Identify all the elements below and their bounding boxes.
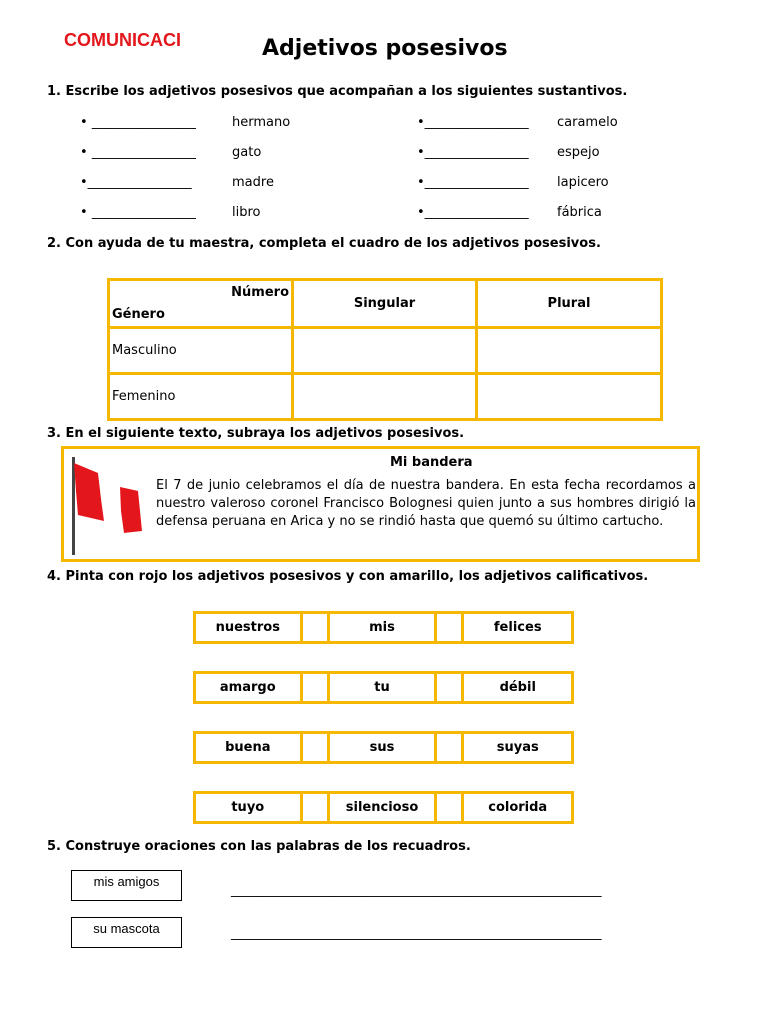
blank-right-2[interactable]: •________________: [417, 145, 529, 160]
noun-right-4: fábrica: [557, 205, 602, 220]
noun-left-1: hermano: [232, 115, 291, 130]
section2-instruction: 2. Con ayuda de tu maestra, completa el cuadro de los adjetivos posesivos.: [47, 236, 601, 251]
section3-instruction: 3. En el siguiente texto, subraya los adjetivos posesivos.: [47, 426, 465, 441]
word-cell[interactable]: nuestros: [196, 614, 303, 641]
answer-line-2[interactable]: _________________________________________________________: [231, 926, 602, 941]
color-cell[interactable]: [303, 734, 331, 761]
color-cell[interactable]: [437, 794, 465, 821]
corner-genero: Género: [112, 307, 165, 322]
word-row-1: [193, 611, 574, 644]
corner-numero: Número: [231, 285, 289, 300]
word-cell[interactable]: tuyo: [196, 794, 303, 821]
blank-left-2[interactable]: • ________________: [80, 145, 196, 160]
row-femenino-label: Femenino: [109, 374, 293, 420]
color-cell[interactable]: [303, 674, 331, 701]
peru-flag-icon: [74, 461, 150, 541]
word-box-mis-amigos: mis amigos: [71, 870, 182, 901]
section4-instruction: 4. Pinta con rojo los adjetivos posesivos y con amarillo, los adjetivos calificativos.: [47, 569, 649, 584]
row-masculino-label: Masculino: [109, 328, 293, 374]
word-row-4: [193, 791, 574, 824]
word-cell[interactable]: mis: [330, 614, 437, 641]
word-cell[interactable]: silencioso: [330, 794, 437, 821]
noun-right-2: espejo: [557, 145, 600, 160]
noun-right-1: caramelo: [557, 115, 618, 130]
word-cell[interactable]: felices: [493, 620, 542, 635]
word-cell[interactable]: colorida: [488, 800, 548, 815]
color-cell[interactable]: [437, 734, 465, 761]
blank-right-1[interactable]: •________________: [417, 115, 529, 130]
word-cell[interactable]: amargo: [196, 674, 303, 701]
cell-femenino-plural[interactable]: [477, 374, 662, 420]
color-cell[interactable]: [303, 614, 331, 641]
blank-left-3[interactable]: •________________: [80, 175, 192, 190]
cell-masculino-plural[interactable]: [477, 328, 662, 374]
blank-right-3[interactable]: •________________: [417, 175, 529, 190]
word-box-su-mascota: su mascota: [71, 917, 182, 948]
story-text: El 7 de junio celebramos el día de nuestra bandera. En esta fecha recordamos a nuestro valeroso coronel Francisco Bolognesi quien junto a sus hombres dirigió la defensa peruana en Arica y no se rindió hasta que quemó su último cartucho.: [156, 478, 696, 529]
answer-line-1[interactable]: _________________________________________________________: [231, 883, 602, 898]
noun-left-4: libro: [232, 205, 261, 220]
word-cell[interactable]: buena: [196, 734, 303, 761]
color-cell[interactable]: [303, 794, 331, 821]
word-cell[interactable]: sus: [330, 734, 437, 761]
blank-left-4[interactable]: • ________________: [80, 205, 196, 220]
word-row-3: [193, 731, 574, 764]
cell-femenino-singular[interactable]: [293, 374, 477, 420]
possessive-table: [107, 278, 663, 421]
story-box: [61, 446, 700, 562]
noun-right-3: lapicero: [557, 175, 609, 190]
page-title: Adjetivos posesivos: [262, 36, 508, 61]
section1-instruction: 1. Escribe los adjetivos posesivos que acompañan a los siguientes sustantivos.: [47, 84, 628, 99]
header-singular: Singular: [293, 280, 477, 328]
color-cell[interactable]: [437, 614, 465, 641]
header-plural: Plural: [477, 280, 662, 328]
word-cell[interactable]: tu: [330, 674, 437, 701]
section5-instruction: 5. Construye oraciones con las palabras de los recuadros.: [47, 839, 471, 854]
story-title: Mi bandera: [390, 455, 473, 470]
cell-masculino-singular[interactable]: [293, 328, 477, 374]
blank-right-4[interactable]: •________________: [417, 205, 529, 220]
word-cell[interactable]: suyas: [496, 740, 539, 755]
table-corner-cell: [109, 280, 293, 328]
color-cell[interactable]: [437, 674, 465, 701]
word-cell[interactable]: débil: [499, 680, 536, 695]
noun-left-2: gato: [232, 145, 262, 160]
subject-label: COMUNICACI: [64, 30, 181, 50]
word-row-2: [193, 671, 574, 704]
blank-left-1[interactable]: • ________________: [80, 115, 196, 130]
noun-left-3: madre: [232, 175, 274, 190]
